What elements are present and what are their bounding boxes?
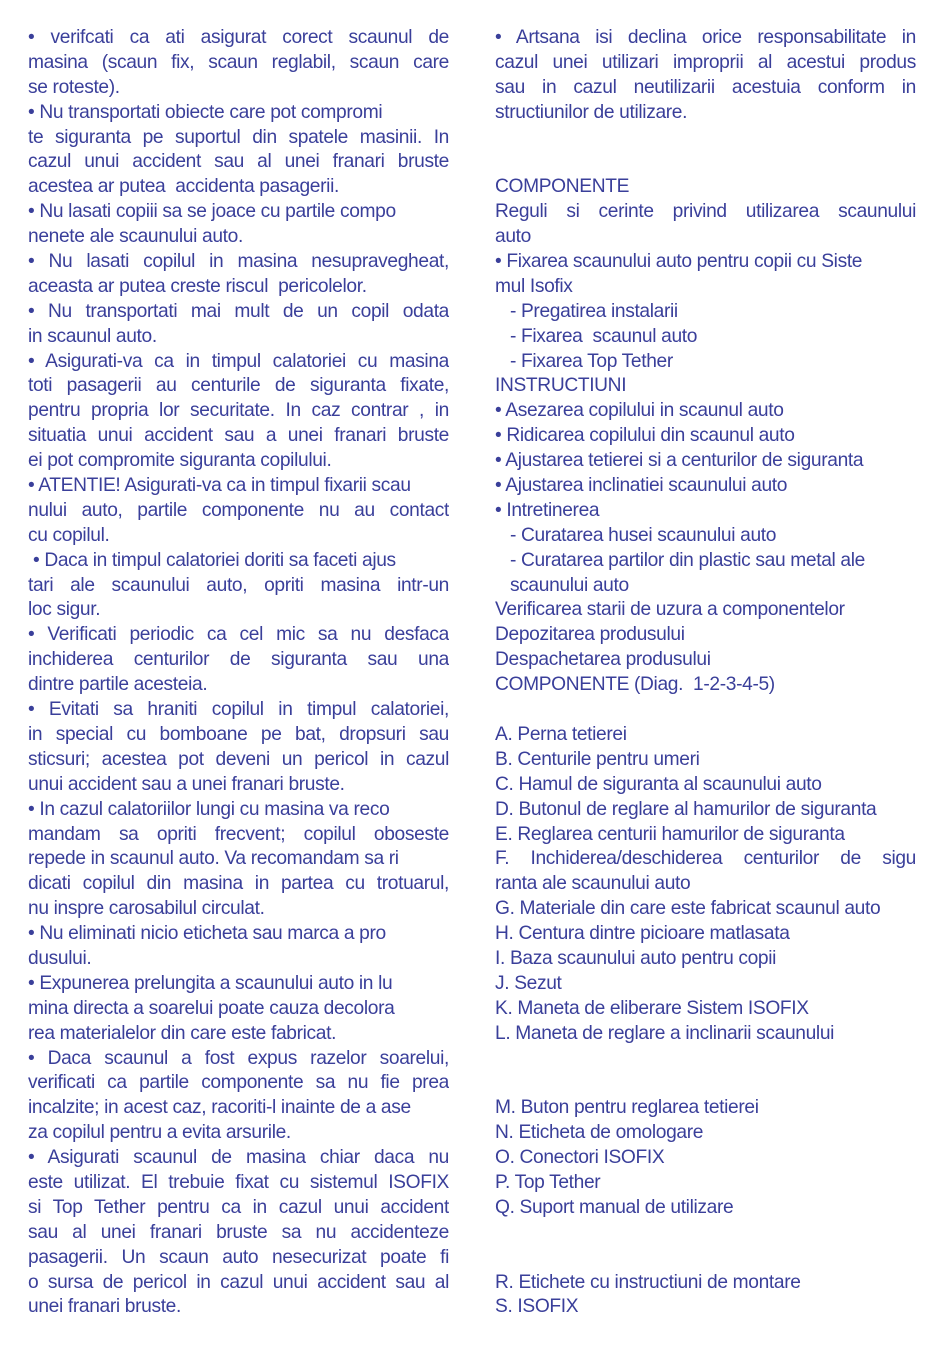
left-text-line: • Daca scaunul a fost expus razelor soarelui, xyxy=(28,1047,449,1069)
right-text-line: • Ajustarea inclinatiei scaunului auto xyxy=(495,475,788,497)
blank-line xyxy=(495,1246,916,1271)
right-text-line: - Fixarea Top Tether xyxy=(495,350,673,372)
left-text-line: pasagerii. Un scaun auto nesecurizat poate fi xyxy=(28,1246,449,1268)
blank-line xyxy=(495,126,916,151)
right-text-line: A. Perna tetierei xyxy=(495,723,627,745)
left-text-line: o sursa de pericol in cazul unui accident sau al xyxy=(28,1271,449,1293)
right-text-line: auto xyxy=(495,226,531,248)
right-text-line: G. Materiale din care este fabricat scaunul auto xyxy=(495,898,881,920)
left-text-line: este utilizat. El trebuie fixat cu sistemul ISOFIX xyxy=(28,1171,449,1193)
left-text-line: nului auto, partile componente nu au contact xyxy=(28,499,449,521)
right-text-line: S. ISOFIX xyxy=(495,1296,579,1318)
blank-line xyxy=(495,1221,916,1246)
left-text-line: • verifcati ca ati asigurat corect scaunul de xyxy=(28,27,449,48)
left-text-line: dintre partile acesteia. xyxy=(28,674,208,696)
right-text-line: O. Conectori ISOFIX xyxy=(495,1147,665,1169)
left-text-line: si Top Tether pentru ca in cazul unui accident xyxy=(28,1196,449,1218)
left-text-line: nenete ale scaunului auto. xyxy=(28,226,243,248)
left-text-line: • Evitati sa hraniti copilul in timpul calatoriei, xyxy=(28,699,449,721)
right-text-line: cazul unei utilizari improprii al acestui produs xyxy=(495,51,916,73)
left-text-line: nu inspre carosabilul circulat. xyxy=(28,898,265,920)
right-text-line: K. Maneta de eliberare Sistem ISOFIX xyxy=(495,997,809,1019)
right-text-line: I. Baza scaunului auto pentru copii xyxy=(495,947,777,969)
right-text-line: Depozitarea produsului xyxy=(495,624,685,646)
right-text-line: L. Maneta de reglare a inclinarii scaunului xyxy=(495,1022,835,1044)
left-text-line: loc sigur. xyxy=(28,599,101,621)
right-text-line: E. Reglarea centurii hamurilor de siguranta xyxy=(495,823,845,845)
right-text-line: B. Centurile pentru umeri xyxy=(495,748,700,770)
left-text-line: unui accident sau a unei franari bruste. xyxy=(28,773,345,795)
right-text-line: ranta ale scaunului auto xyxy=(495,873,691,895)
right-text-line: C. Hamul de siguranta al scaunului auto xyxy=(495,773,822,795)
right-text-line: D. Butonul de reglare al hamurilor de siguranta xyxy=(495,798,877,820)
left-text-line: te siguranta pe suportul din spatele masinii. In xyxy=(28,126,449,148)
right-text-line: mul Isofix xyxy=(495,275,573,297)
blank-line xyxy=(495,1047,916,1072)
left-text-line: unei franari bruste. xyxy=(28,1296,181,1318)
left-text-line: • Nu lasati copiii sa se joace cu partile compo xyxy=(28,201,396,223)
right-text-line: - Curatarea partilor din plastic sau metal ale xyxy=(495,549,865,571)
right-text-line: H. Centura dintre picioare matlasata xyxy=(495,923,790,945)
right-text-line: M. Buton pentru reglarea tetierei xyxy=(495,1097,759,1119)
left-text-line: rea materialelor din care este fabricat. xyxy=(28,1022,337,1044)
right-text-line: • Ridicarea copilului din scaunul auto xyxy=(495,425,795,447)
left-text-line: • ATENTIE! Asigurati-va ca in timpul fixarii scau xyxy=(28,475,411,497)
left-text-line: pentru propria lor securitate. In caz contrar , in xyxy=(28,400,449,422)
right-text-line: • Asezarea copilului in scaunul auto xyxy=(495,400,784,422)
right-text-line: - Fixarea scaunul auto xyxy=(495,325,698,347)
left-text-line: dusului. xyxy=(28,947,92,969)
right-text-line: N. Eticheta de omologare xyxy=(495,1122,704,1144)
right-text-line: Verificarea starii de uzura a componentelor xyxy=(495,599,845,621)
right-text-line: - Pregatirea instalarii xyxy=(495,300,678,322)
right-text-line: Reguli si cerinte privind utilizarea scaunului xyxy=(495,201,916,223)
right-text-line: COMPONENTE xyxy=(495,176,630,198)
left-text-line: toti pasagerii au centurile de siguranta fixate, xyxy=(28,375,449,397)
left-text-line: acestea ar putea accidenta pasagerii. xyxy=(28,176,339,198)
left-text-line: • Asigurati-va ca in timpul calatoriei cu masina xyxy=(28,350,449,372)
left-text-line: inchiderea centurilor de siguranta sau una xyxy=(28,649,449,671)
left-text-line: za copilul pentru a evita arsurile. xyxy=(28,1122,291,1144)
left-text-line: tari ale scaunului auto, opriti masina intr-un xyxy=(28,574,449,596)
left-text-line: • Daca in timpul calatoriei doriti sa faceti ajus xyxy=(28,549,396,571)
right-text-line: • Artsana isi declina orice responsabilitate in xyxy=(495,27,916,48)
left-text-line: mina directa a soarelui poate cauza decolora xyxy=(28,997,395,1019)
left-text-line: • Nu eliminati nicio eticheta sau marca a pro xyxy=(28,923,386,945)
right-text-line: • Intretinerea xyxy=(495,499,600,521)
left-text-line: • Nu transportati mai mult de un copil odata xyxy=(28,300,449,322)
blank-line xyxy=(495,150,916,175)
left-text-line: cu copilul. xyxy=(28,524,110,546)
right-text-line: J. Sezut xyxy=(495,972,562,994)
right-text-line: sau in cazul neutilizarii acestuia conform in xyxy=(495,76,916,98)
left-text-line: in scaunul auto. xyxy=(28,325,157,347)
left-text-line: incalzite; in acest caz, racoriti-l inainte de a ase xyxy=(28,1097,411,1119)
left-text-line: dicati copilul din masina in partea cu trotuarul, xyxy=(28,873,449,895)
left-text-line: verificati ca partile componente sa nu fie prea xyxy=(28,1072,449,1094)
left-text-line: sticsuri; acestea pot deveni un pericol in cazul xyxy=(28,748,449,770)
right-text-line: • Ajustarea tetierei si a centurilor de siguranta xyxy=(495,450,864,472)
right-text-line: F. Inchiderea/deschiderea centurilor de sigu xyxy=(495,848,916,870)
right-text-line: R. Etichete cu instructiuni de montare xyxy=(495,1271,801,1293)
left-text-line: sau al unei franari bruste sa nu accidenteze xyxy=(28,1221,449,1243)
left-text-line: • Asigurati scaunul de masina chiar daca nu xyxy=(28,1147,449,1169)
left-text-column xyxy=(28,26,449,1320)
left-text-line: cazul unui accident sau al unei franari bruste xyxy=(28,151,449,173)
left-text-line: • Nu transportati obiecte care pot compromi xyxy=(28,101,383,123)
right-text-line: P. Top Tether xyxy=(495,1171,601,1193)
blank-line xyxy=(495,698,916,723)
left-text-line: masina (scaun fix, scaun reglabil, scaun care xyxy=(28,51,449,73)
left-text-line: • Expunerea prelungita a scaunului auto in lu xyxy=(28,972,393,994)
right-text-line: • Fixarea scaunului auto pentru copii cu Siste xyxy=(495,251,863,273)
left-text-line: in special cu bomboane pe bat, dropsuri sau xyxy=(28,723,449,745)
left-text-line: • Verificati periodic ca cel mic sa nu desfaca xyxy=(28,624,449,646)
left-text-line: aceasta ar putea creste riscul pericolelor. xyxy=(28,275,367,297)
right-text-line: scaunului auto xyxy=(495,574,629,596)
left-text-line: • Nu lasati copilul in masina nesupravegheat, xyxy=(28,251,449,273)
right-text-line: Q. Suport manual de utilizare xyxy=(495,1196,734,1218)
left-text-line: se roteste). xyxy=(28,76,120,98)
left-text-line: • In cazul calatoriilor lungi cu masina va reco xyxy=(28,798,390,820)
right-text-column xyxy=(495,26,916,1320)
left-text-line: repede in scaunul auto. Va recomandam sa ri xyxy=(28,848,399,870)
right-text-line: Despachetarea produsului xyxy=(495,649,711,671)
right-text-line: structiunilor de utilizare. xyxy=(495,101,688,123)
right-text-line: INSTRUCTIUNI xyxy=(495,375,627,397)
right-text-line: COMPONENTE (Diag. 1-2-3-4-5) xyxy=(495,674,775,696)
right-text-line: - Curatarea husei scaunului auto xyxy=(495,524,777,546)
blank-line xyxy=(495,1071,916,1096)
left-text-line: ei pot compromite siguranta copilului. xyxy=(28,450,332,472)
left-text-line: mandam sa opriti frecvent; copilul oboseste xyxy=(28,823,449,845)
left-text-line: situatia unui accident sau a unei franari bruste xyxy=(28,425,449,447)
